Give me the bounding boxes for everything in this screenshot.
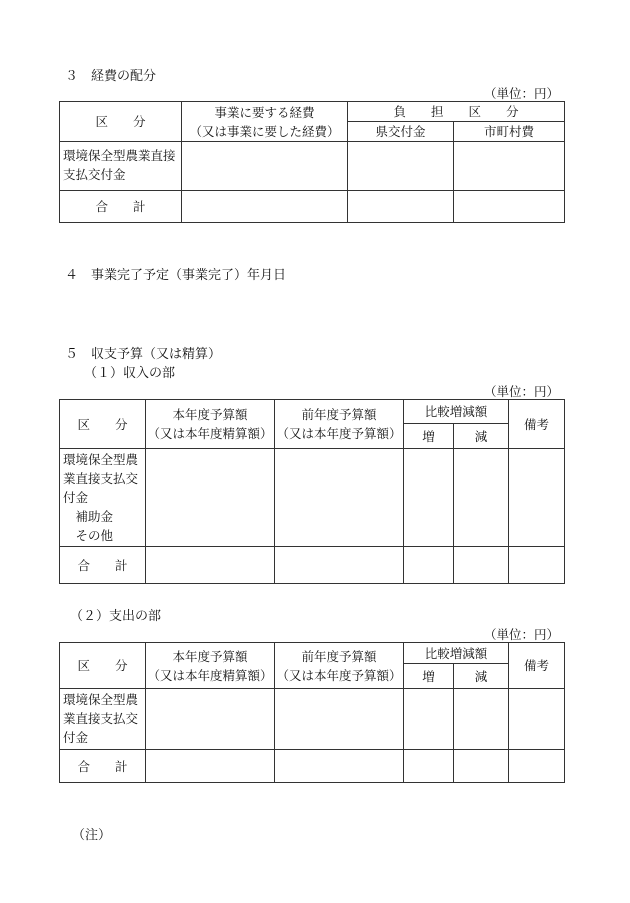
cell-total-municipal <box>454 191 565 223</box>
note-label: （注） <box>72 828 112 843</box>
expense-allocation-table <box>59 101 565 223</box>
expense-header-prev-year-line2: （又は本年度予算額） <box>276 667 402 683</box>
expense-header-increase: 増 <box>404 664 454 689</box>
expense-header-remarks: 備考 <box>509 643 565 689</box>
income-header-this-year-line1: 本年度予算額 <box>172 407 248 422</box>
expense-header-decrease: 減 <box>454 664 509 689</box>
row-grant-line2: 支払交付金 <box>63 167 126 182</box>
income-total-this-year <box>146 547 275 584</box>
expense-unit: （単位：円） <box>483 627 559 642</box>
cell-grant-expense <box>182 142 348 191</box>
expense-header-compare: 比較増減額 <box>404 643 509 664</box>
income-header-this-year-line2: （又は本年度精算額） <box>147 426 273 441</box>
header-expense-line2: （又は事業に要した経費） <box>189 123 340 139</box>
expense-total-this-year <box>146 750 275 783</box>
cell-grant-municipal <box>454 142 565 191</box>
income-row-grant-label <box>60 449 146 547</box>
header-expense <box>182 102 348 142</box>
section5-heading: ５ 収支予算（又は精算） <box>65 347 222 362</box>
income-header-increase: 増 <box>404 424 454 449</box>
cell-grant-prefecture <box>348 142 454 191</box>
expense-heading: （２）支出の部 <box>70 609 162 624</box>
header-prefecture-grant: 県交付金 <box>348 122 454 142</box>
header-category: 区 分 <box>60 102 182 142</box>
income-total-decrease <box>454 547 509 584</box>
expense-cell-prev-year <box>275 689 404 750</box>
section3-heading: ３ 経費の配分 <box>65 69 157 84</box>
income-heading: （１）収入の部 <box>84 366 176 381</box>
income-header-prev-year-line1: 前年度予算額 <box>301 407 377 422</box>
income-header-remarks: 備考 <box>509 400 565 449</box>
expense-header-prev-year-line1: 前年度予算額 <box>301 648 377 664</box>
header-municipal-cost: 市町村費 <box>454 122 565 142</box>
income-header-compare: 比較増減額 <box>404 400 509 424</box>
income-row-grant-line2: 業直接支払交 <box>63 471 139 486</box>
expense-cell-this-year <box>146 689 275 750</box>
expense-row-grant-line3: 付金 <box>63 730 89 745</box>
income-header-prev-year <box>275 400 404 449</box>
expense-cell-increase <box>404 689 454 750</box>
expense-row-grant-label <box>60 689 146 750</box>
income-row-total-label: 合 計 <box>60 547 146 584</box>
income-cell-prev-year <box>275 449 404 547</box>
expense-header-this-year <box>146 643 275 689</box>
header-expense-line1: 事業に要する経費 <box>214 104 315 120</box>
income-cell-decrease <box>454 449 509 547</box>
income-cell-remarks <box>509 449 565 547</box>
expense-cell-decrease <box>454 689 509 750</box>
expense-total-increase <box>404 750 454 783</box>
header-burden: 負 担 区 分 <box>348 102 565 122</box>
income-header-category: 区 分 <box>60 400 146 449</box>
expense-header-this-year-line1: 本年度予算額 <box>172 648 248 664</box>
income-header-prev-year-line2: （又は本年度予算額） <box>276 426 402 441</box>
expense-total-decrease <box>454 750 509 783</box>
section3-unit: （単位：円） <box>483 86 559 101</box>
row-grant-line1: 環境保全型農業直接 <box>63 148 176 163</box>
expense-header-category: 区 分 <box>60 643 146 689</box>
income-cell-increase <box>404 449 454 547</box>
income-total-prev-year <box>275 547 404 584</box>
expense-total-prev-year <box>275 750 404 783</box>
expense-table <box>59 642 565 783</box>
income-unit: （単位：円） <box>483 384 559 399</box>
income-row-subsidy: 補助金 <box>63 509 114 524</box>
income-row-grant-line1: 環境保全型農 <box>63 452 139 467</box>
section4-heading: ４ 事業完了予定（事業完了）年月日 <box>65 268 287 283</box>
cell-total-prefecture <box>348 191 454 223</box>
income-total-remarks <box>509 547 565 584</box>
income-row-grant-line3: 付金 <box>63 490 89 505</box>
income-cell-this-year <box>146 449 275 547</box>
cell-total-expense <box>182 191 348 223</box>
row-total-label: 合 計 <box>60 191 182 223</box>
expense-header-prev-year <box>275 643 404 689</box>
income-row-other: その他 <box>63 528 114 543</box>
income-table <box>59 399 565 584</box>
row-grant-label <box>60 142 182 191</box>
expense-row-grant-line2: 業直接支払交 <box>63 711 139 726</box>
expense-row-grant-line1: 環境保全型農 <box>63 692 139 707</box>
income-header-decrease: 減 <box>454 424 509 449</box>
income-header-this-year <box>146 400 275 449</box>
expense-cell-remarks <box>509 689 565 750</box>
expense-header-this-year-line2: （又は本年度精算額） <box>147 667 273 683</box>
income-total-increase <box>404 547 454 584</box>
expense-row-total-label: 合 計 <box>60 750 146 783</box>
expense-total-remarks <box>509 750 565 783</box>
